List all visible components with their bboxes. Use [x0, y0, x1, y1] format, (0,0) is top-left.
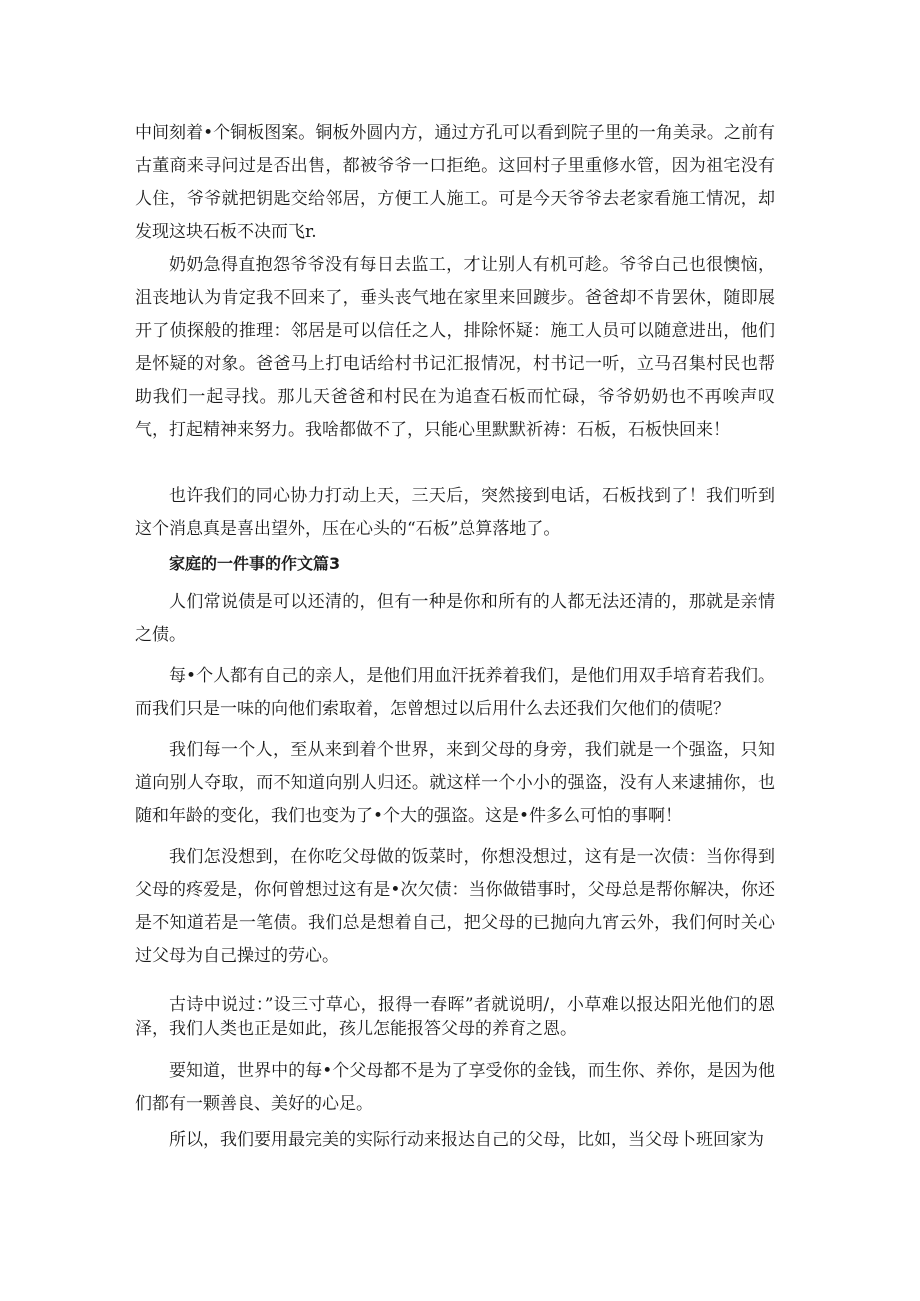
paragraph-debts-to-parents: 我们怎没想到，在你吃父母做的饭菜时，你想没想过，这有是一次债：当你得到父母的疼爱是，你何曾想过这有是•次欠债：当你做错事时，父母总是帮你解决，你还是不知道若是一笔债。我们总是想着自己，把父母的已抛向九宵云外，我们何时关心过父母为自己操过的劳心。	[135, 847, 775, 966]
paragraph-repay-parents: 所以，我们要用最完美的实际行动来报达自己的父母，比如，当父母卜班回家为	[169, 1130, 764, 1150]
paragraph-robber: 我们每一个人，至从来到着个世界，来到父母的身旁，我们就是一个强盗，只知道向别人夺取，而不知道向别人归还。就这样一个小小的强盗，没有人来逮捕你，也随和年龄的变化，我们也变为了•个大的强盗。这是•件多么可怕的事啊！	[135, 740, 775, 826]
paragraph-grandma-complaint: 奶奶急得直抱怨爷爷没有每日去监工，才让别人有机可趁。爷爷白己也很懊恼，沮丧地认为肯定我不回来了，垂头丧气地在家里来回踱步。爸爸却不肯罢休，随即展开了侦探般的推理：邻居是可以信任之人，排除怀疑：施工人员可以随意进出，他们是怀疑的对象。爸爸马上打电话给村书记汇报情况，村书记一听，立马召集村民也帮助我们一起寻找。那儿天爸爸和村民在为追查石板而忙碌，爷爷奶奶也不再唉声叹气，打起精神来努力。我啥都做不了，只能心里默默祈祷：石板，石板快回来！	[135, 255, 775, 440]
paragraph-ancient-poem: 古诗中说过：”设三寸草心，报得一春晖”者就说明/，小草难以报达阳光他们的恩泽，我们人类也正是如此，孩儿怎能报答父母的养育之恩。	[135, 995, 775, 1039]
paragraph-debt-of-kinship: 人们常说债是可以还清的，但有一种是你和所有的人都无法还清的，那就是亲情之债。	[135, 592, 775, 645]
paragraph-parents-kindness: 要知道，世界中的每•个父母都不是为了享受你的金钱，而生你、养你，是因为他们都有一颗善良、美好的心足。	[135, 1061, 775, 1114]
paragraph-everyone-has-family: 每•个人都有自己的亲人，是他们用血汗抚养着我们，是他们用双手培育若我们。而我们只是一味的向他们索取着，怎曾想过以后用什么去还我们欠他们的债呢？	[135, 666, 775, 719]
paragraph-copper-plate: 中间刻着•个铜板图案。铜板外圆内方，通过方孔可以看到院子里的一角美录。之前有古董商来寻问过是否出售，都被爷爷一口拒绝。这回村子里重修水管，因为祖宅没有人住，爷爷就把钥匙交给邻居，方便工人施工。可是今天爷爷去老家看施工情况，却发现这块石板不决而飞r.	[135, 123, 775, 242]
section-heading-essay-3: 家庭的一件事的作文篇3	[169, 554, 341, 573]
paragraph-stone-found: 也许我们的同心协力打动上天，三天后，突然接到电话，石板找到了！我们听到这个消息真是喜出望外，压在心头的“石板”总算落地了。	[135, 486, 775, 539]
